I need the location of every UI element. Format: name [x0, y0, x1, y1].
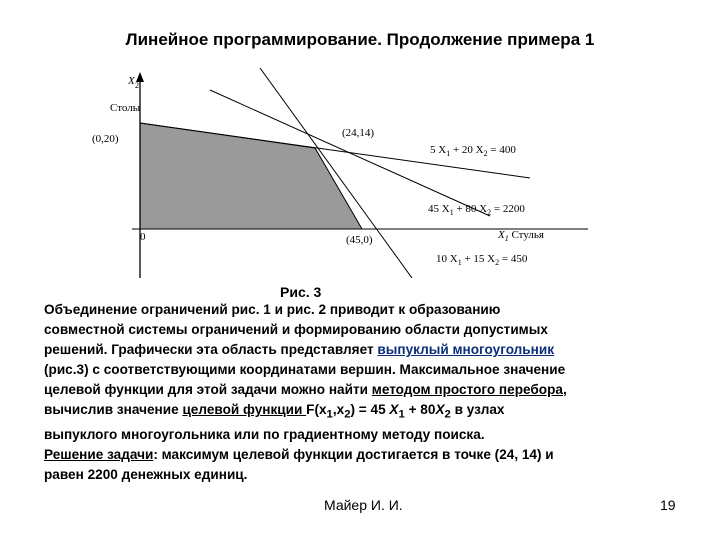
text-line-8 — [44, 445, 694, 465]
enumeration-method-link[interactable]: методом простого перебора — [371, 382, 563, 397]
page-number: 19 — [660, 497, 676, 513]
vertex-bottom-right-label: (45,0) — [346, 234, 373, 246]
y-axis-label: X — [128, 75, 135, 87]
figure-caption: Рис. 3 — [280, 284, 322, 300]
text-line-8-end: : максимум целевой функции достигается в точке (24, 14) и — [153, 446, 554, 462]
y-axis-label-sub: 2 — [135, 81, 139, 90]
convex-polygon-link[interactable]: выпуклый многоугольник — [377, 342, 555, 357]
text-line-4: (рис.3) с соответствующими координатами вершин. Максимальное значение — [44, 362, 566, 377]
objective-function-link[interactable]: целевой функции — [182, 402, 307, 417]
solution-link[interactable]: Решение задачи — [44, 446, 154, 462]
text-line-6-start: вычислив значение — [44, 402, 183, 417]
vertex-top-left-label: (0,20) — [92, 133, 119, 145]
figure-svg — [90, 68, 590, 278]
constraint-2-label: 45 $X_1 + 80$ $X_2 = 2200$ — [428, 203, 525, 217]
text-line-3-start: решений. Графически эта область представляет — [44, 342, 378, 357]
vertex-optimum-label: (24,14) — [342, 127, 375, 139]
origin-label: 0 — [140, 231, 146, 243]
text-line-5-end: , — [562, 382, 567, 397]
text-line-2: совместной системы ограничений и формированию области допустимых — [44, 322, 548, 337]
text-line-3 — [44, 340, 694, 360]
slide-title: Линейное программирование. Продолжение примера 1 — [125, 30, 595, 49]
text-line-5 — [44, 380, 694, 400]
text-line-6 — [44, 400, 694, 425]
text-line-5-start: целевой функции для этой задачи можно найти — [44, 382, 372, 397]
objective-formula: $F(x_1,x_2) = 45$ $X_1 + 80X_2$ в узлах — [306, 402, 505, 421]
text-line-9: равен 2200 денежных единиц. — [44, 466, 248, 482]
body-paragraph — [44, 300, 694, 485]
text-line-1: Объединение ограничений рис. 1 и рис. 2 приводит к образованию — [44, 302, 501, 317]
constraint-1-label: 5 $X_1 + 20$ $X_2 = 400$ — [430, 144, 516, 158]
footer-author: Майер И. И. — [324, 497, 403, 513]
x-axis-label: $X_1$ Стулья — [498, 229, 544, 243]
text-line-7: выпуклого многоугольника или по градиентному методу поиска. — [44, 426, 485, 442]
feasible-region-figure — [90, 68, 590, 283]
constraint-3-label: 10 $X_1 + 15$ $X_2 = 450$ — [436, 253, 528, 267]
y-axis-name: Столы — [110, 102, 141, 114]
